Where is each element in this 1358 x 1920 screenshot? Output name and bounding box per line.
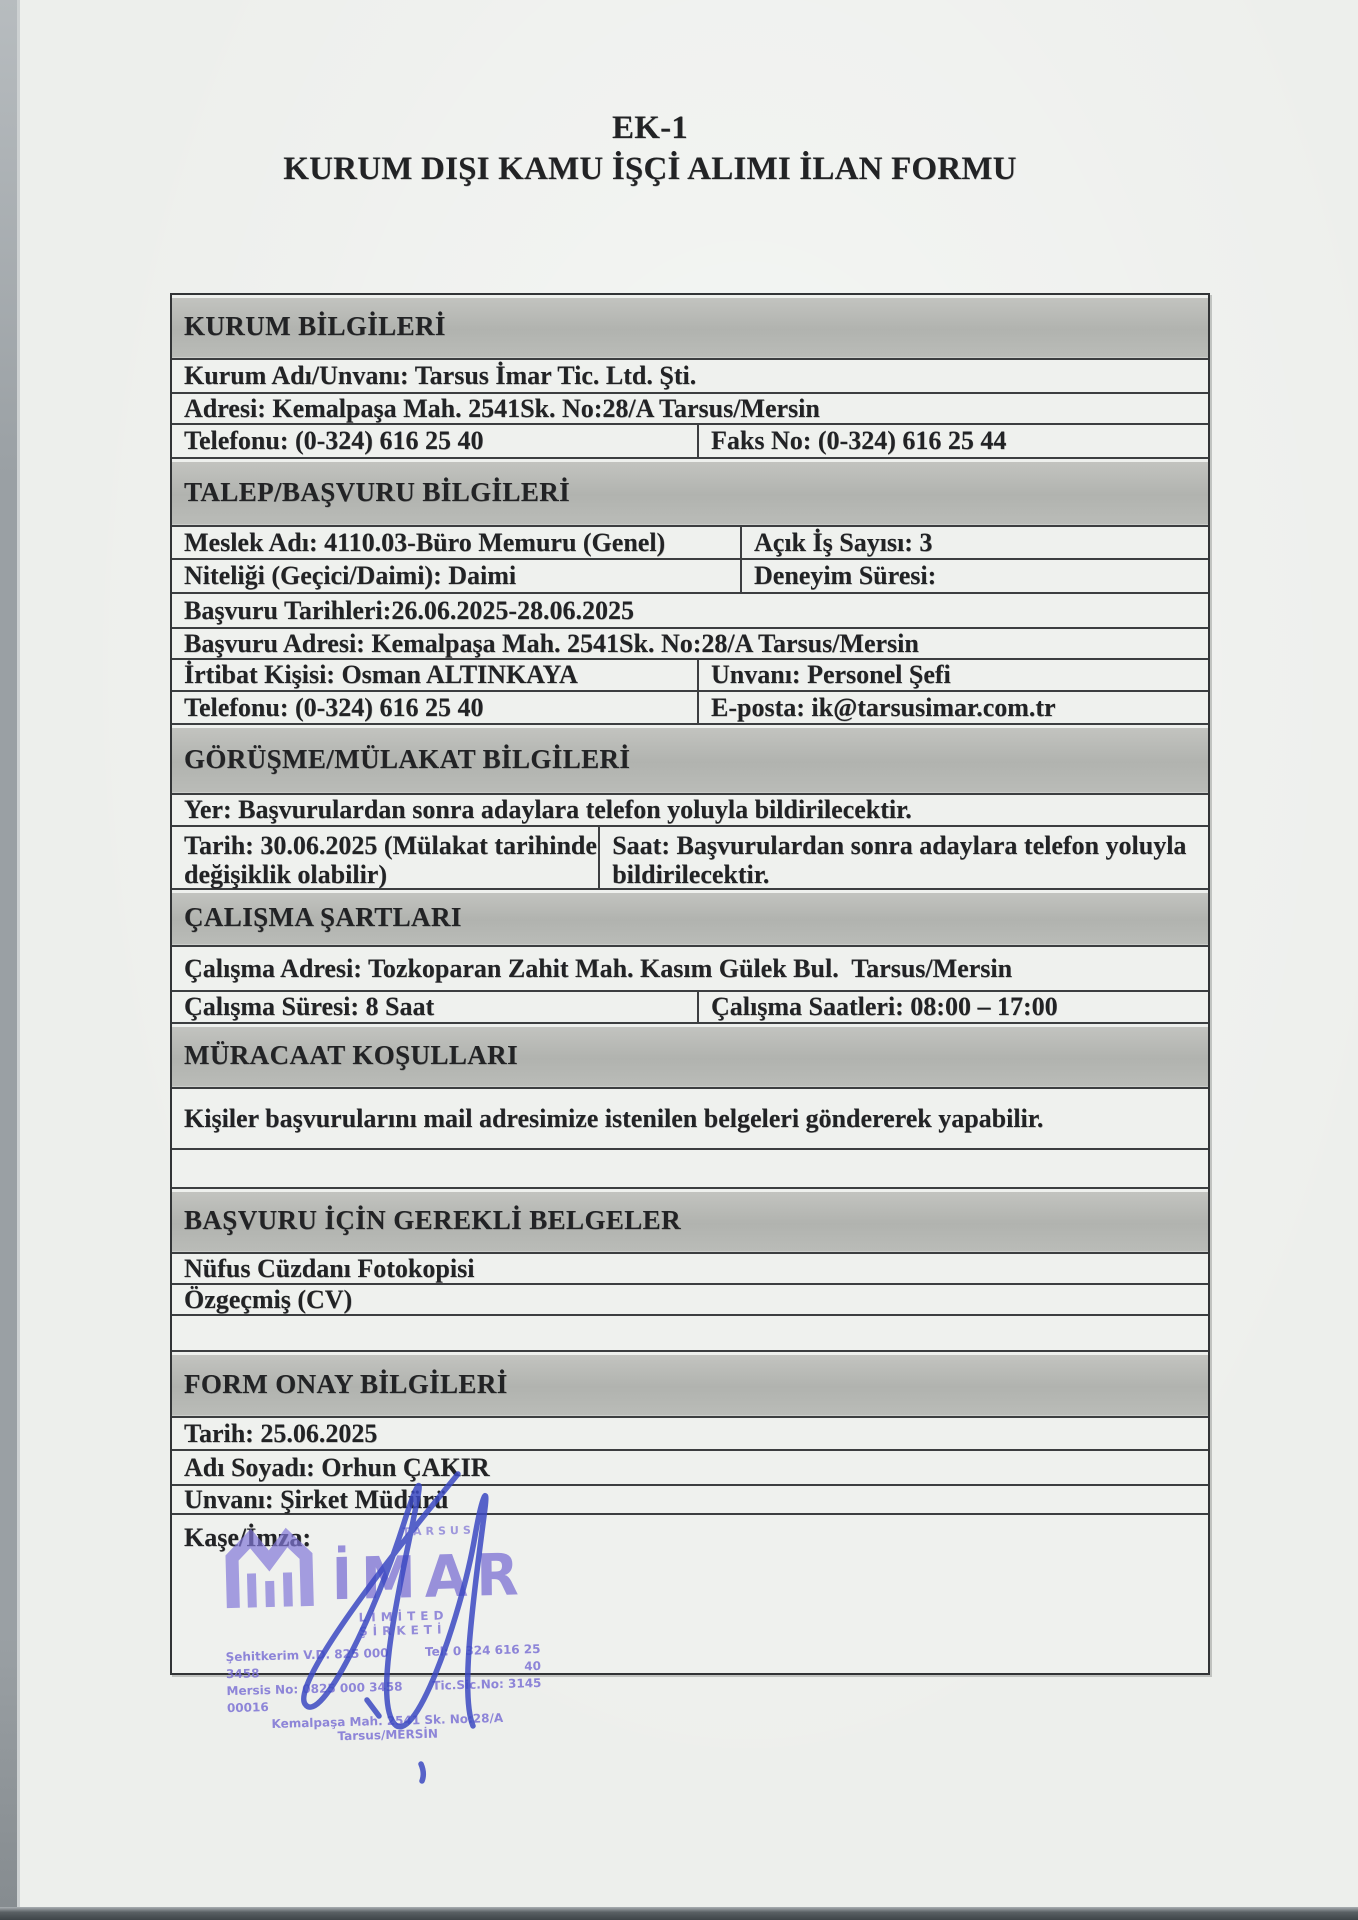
field-mulakat-tarihi: Tarih: 30.06.2025 (Mülakat tarihinde değişiklik olabilir) — [172, 827, 600, 888]
section-header-gorusme-mulakat — [172, 725, 1208, 795]
stamp-mersis-line: Mersis No: 0825 000 3458 00016 — [226, 1679, 403, 1716]
field-calisma-adresi: Çalışma Adresi: Tozkoparan Zahit Mah. Kasım Gülek Bul. Tarsus/Mersin — [184, 953, 1013, 983]
row-belge-nufus — [172, 1254, 1208, 1285]
stamp-tel-line: Tel: 0 324 616 25 40 — [424, 1641, 542, 1674]
signature-scribble — [215, 1442, 575, 1792]
section-header-kurum-bilgileri — [172, 295, 1208, 360]
field-telefonu: Telefonu: (0-324) 616 25 40 — [172, 425, 699, 457]
field-onay-unvani: Unvanı: Şirket Müdürü — [184, 1484, 449, 1514]
row-telefon-faks — [172, 425, 1208, 459]
stamp-tax-line: Şehitkerim V.D. 825 000 3458 — [225, 1645, 389, 1682]
row-nitelik — [172, 560, 1208, 594]
form-name: KURUM DIŞI KAMU İŞÇİ ALIMI İLAN FORMU — [283, 151, 1017, 187]
section-title: TALEP/BAŞVURU BİLGİLERİ — [184, 476, 571, 507]
row-yer — [172, 795, 1208, 827]
section-header-calisma-sartlari — [172, 890, 1208, 947]
field-adresi: Adresi: Kemalpaşa Mah. 2541Sk. No:28/A Tarsus/Mersin — [184, 393, 820, 423]
row-adresi — [172, 394, 1208, 425]
field-onay-tarih: Tarih: 25.06.2025 — [184, 1418, 378, 1448]
row-kurum-adi — [172, 360, 1208, 394]
section-title: MÜRACAAT KOŞULLARI — [184, 1040, 518, 1070]
field-muracaat-kosulu: Kişiler başvurularını mail adresimize istenilen belgeleri göndererek yapabilir. — [184, 1103, 1044, 1133]
row-muracaat-kosulu — [172, 1089, 1208, 1150]
section-header-muracaat-kosullari — [172, 1024, 1208, 1089]
field-belge-ozgecmis: Özgeçmiş (CV) — [184, 1284, 353, 1314]
row-basvuru-adresi — [172, 629, 1208, 660]
field-kurum-adi: Kurum Adı/Unvanı: Tarsus İmar Tic. Ltd. Şti. — [184, 361, 697, 390]
row-irtibat — [172, 660, 1208, 692]
field-basvuru-tarihleri: Başvuru Tarihleri:26.06.2025-28.06.2025 — [184, 595, 634, 625]
section-title: KURUM BİLGİLERİ — [184, 311, 446, 341]
section-title: BAŞVURU İÇİN GEREKLİ BELGELER — [184, 1205, 681, 1235]
stamp-city-label: TARSUS — [402, 1523, 475, 1539]
section-title: GÖRÜŞME/MÜLAKAT BİLGİLERİ — [184, 743, 631, 774]
form-title — [170, 108, 1130, 190]
field-basvuru-adresi: Başvuru Adresi: Kemalpaşa Mah. 2541Sk. No:28/A Tarsus/Mersin — [184, 628, 919, 658]
section-header-talep-basvuru — [172, 459, 1208, 527]
section-title: FORM ONAY BİLGİLERİ — [184, 1368, 508, 1399]
stamp-logo-text: İMAR — [331, 1540, 529, 1613]
field-adi-soyadi: Adı Soyadı: Orhun ÇAKIR — [184, 1452, 490, 1482]
row-telefon-eposta — [172, 692, 1208, 725]
section-title: ÇALIŞMA ŞARTLARI — [184, 902, 462, 932]
field-calisma-saatleri: Çalışma Saatleri: 08:00 – 17:00 — [711, 992, 1058, 1021]
field-eposta: E-posta: ik@tarsusimar.com.tr — [711, 692, 1056, 722]
field-irtibat-kisisi: İrtibat Kişisi: Osman ALTINKAYA — [172, 660, 699, 690]
stamp-company-type: LİMİTED ŞİRKETİ — [358, 1608, 449, 1639]
row-basvuru-tarihleri — [172, 594, 1208, 629]
row-tarih-saat — [172, 827, 1208, 890]
stamp-tic-line: Tic.Sic.No: 3145 — [432, 1675, 542, 1693]
field-meslek-adi: Meslek Adı: 4110.03-Büro Memuru (Genel) — [172, 527, 742, 558]
field-kase-imza-label: Kaşe/İmza: — [184, 1523, 312, 1552]
field-acik-is-sayisi: Açık İş Sayısı: 3 — [754, 527, 933, 557]
field-deneyim-suresi: Deneyim Süresi: — [754, 561, 937, 590]
field-faks: Faks No: (0-324) 616 25 44 — [711, 426, 1007, 455]
field-niteligi: Niteliği (Geçici/Daimi): Daimi — [172, 560, 742, 592]
row-belge-ozgecmis — [172, 1285, 1208, 1316]
field-mulakat-saati: Saat: Başvurulardan sonra adaylara telefon yoluyla bildirilecektir. — [612, 831, 1193, 889]
form-code: EK-1 — [612, 110, 688, 146]
field-telefonu-2: Telefonu: (0-324) 616 25 40 — [172, 692, 699, 723]
section-header-gerekli-belgeler — [172, 1189, 1208, 1254]
row-calisma-adresi — [172, 947, 1208, 992]
scan-left-edge — [0, 0, 17, 1920]
row-calisma-suresi-saatleri — [172, 992, 1208, 1024]
scan-left-edge-highlight — [17, 0, 20, 1920]
row-empty-1 — [172, 1150, 1208, 1189]
field-belge-nufus: Nüfus Cüzdanı Fotokopisi — [184, 1253, 475, 1283]
field-calisma-suresi: Çalışma Süresi: 8 Saat — [172, 992, 699, 1022]
section-header-form-onay — [172, 1352, 1208, 1418]
row-meslek — [172, 527, 1208, 560]
stamp-address-line: Kemalpaşa Mah. 2541 Sk. No:28/A Tarsus/MERSİN — [271, 1710, 504, 1744]
field-yer: Yer: Başvurulardan sonra adaylara telefon yoluyla bildirilecektir. — [184, 795, 912, 824]
field-unvani: Unvanı: Personel Şefi — [711, 660, 951, 689]
row-empty-2 — [172, 1316, 1208, 1352]
scan-bottom-edge — [0, 1907, 1358, 1920]
